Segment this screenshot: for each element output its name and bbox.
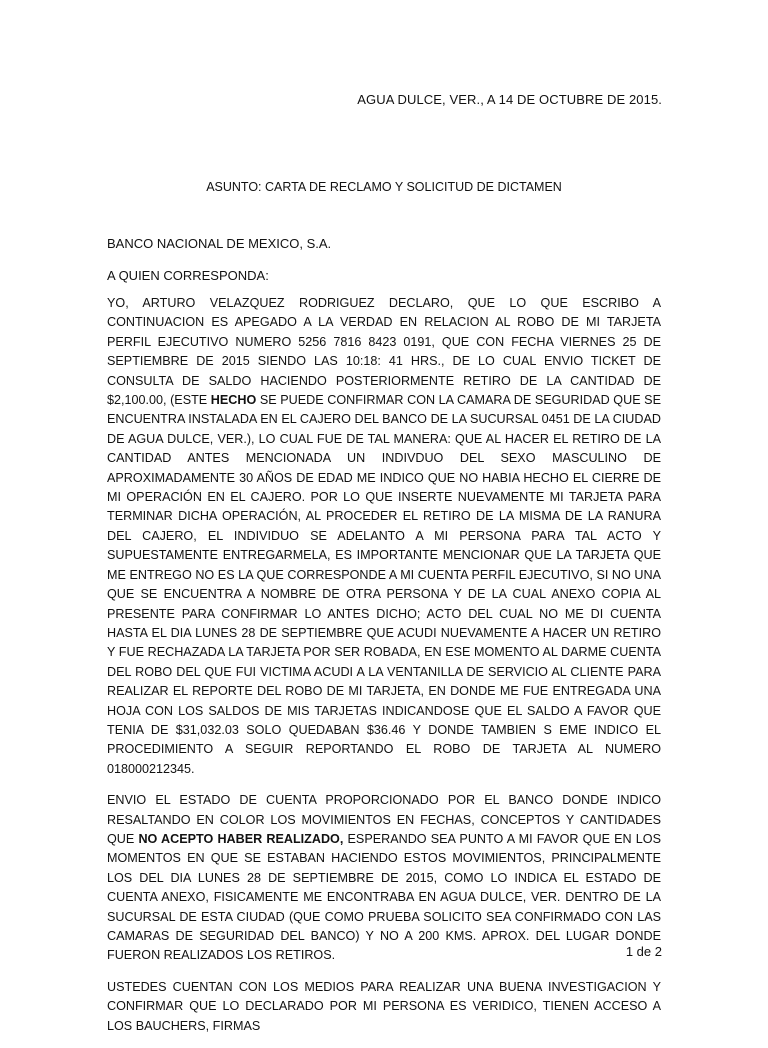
paragraph-1-text-b: SE PUEDE CONFIRMAR CON LA CAMARA DE SEGURIDAD QUE SE ENCUENTRA INSTALADA EN EL CAJERO DEL BANCO DE LA SUCURSAL 0451 DE LA CIUDAD DE AGUA DULCE, VER.), LO CUAL FUE DE TAL MANERA: QUE AL HACER EL RETIRO DE LA CANTIDAD ANTES MENCIONADA UN INDIVDUO DEL SEXO MASCULINO DE APROXIMADAMENTE 30 AÑOS DE EDAD ME INDICO QUE NO HABIA HECHO EL CIERRE DE MI OPERACIÓN EN EL CAJERO. POR LO QUE INSERTE NUEVAMENTE MI TARJETA PARA TERMINAR DICHA OPERACIÓN, AL PROCEDER EL RETIRO DE LA MISMA DE LA RANURA DEL CAJERO, EL INDIVIDUO SE ADELANTO A MI PERSONA PARA TAL ACTO Y SUPUESTAMENTE ENTREGARMELA, ES IMPORTANTE MENCIONAR QUE LA TARJETA QUE ME ENTREGO NO ES LA QUE CORRESPONDE A MI CUENTA PERFIL EJECUTIVO, SI NO UNA QUE SE ENCUENTRA A NOMBRE DE OTRA PERSONA Y DE LA CUAL ANEXO COPIA AL PRESENTE PARA CONFIRMAR LO ANTES DICHO; ACTO DEL CUAL NO ME DI CUENTA HASTA EL DIA LUNES 28 DE SEPTIEMBRE QUE ACUDI NUEVAMENTE A HACER UN RETIRO Y FUE RECHAZADA LA TARJETA POR SER ROBADA, EN ESE MOMENTO AL DARME CUENTA DEL ROBO DEL QUE FUI VICTIMA ACUDI A LA VENTANILLA DE SERVICIO AL CLIENTE PARA REALIZAR EL REPORTE DEL ROBO DE MI TARJETA, EN DONDE ME FUE ENTREGADA UNA HOJA CON LOS SALDOS DE MIS TARJETAS INDICANDOSE QUE EL SALDO A FAVOR QUE TENIA DE $31,032.03 SOLO QUEDABAN $36.46 Y DONDE TAMBIEN S EME INDICO EL PROCEDIMIENTO A SEGUIR REPORTANDO EL ROBO DE TARJETA AL NUMERO 018000212345. [107,393,661,776]
subject-line: ASUNTO: CARTA DE RECLAMO Y SOLICITUD DE DICTAMEN [206,180,562,194]
paragraph-2-text-b: ESPERANDO SEA PUNTO A MI FAVOR QUE EN LOS MOMENTOS EN QUE SE ESTABAN HACIENDO ESTOS MOVIMIENTOS, PRINCIPALMENTE LOS DEL DIA LUNES 28 DE SEPTIEMBRE DE 2015, COMO LO INDICA EL ESTADO DE CUENTA ANEXO, FISICAMENTE ME ENCONTRABA EN AGUA DULCE, VER. DENTRO DE LA SUCURSAL DE ESTA CIUDAD (QUE COMO PRUEBA SOLICITO SEA CONFIRMADO CON LAS CAMARAS DE SEGURIDAD DEL BANCO) Y NO A 200 KMS. APROX. DEL LUGAR DONDE FUERON REALIZADOS LOS RETIROS. [107,831,661,963]
page-number: 1 de 2 [625,944,662,959]
paragraph-2 [107,791,661,966]
letter-body [107,294,661,1048]
paragraph-3: USTEDES CUENTAN CON LOS MEDIOS PARA REALIZAR UNA BUENA INVESTIGACION Y CONFIRMAR QUE LO DECLARADO POR MI PERSONA ES VERIDICO, TIENEN ACCESO A LOS BAUCHERS, FIRMAS [107,979,661,1033]
paragraph-1-bold-hecho: HECHO [210,393,257,408]
salutation: A QUIEN CORRESPONDA: [107,268,269,283]
paragraph-2-text-a: ENVIO EL ESTADO DE CUENTA PROPORCIONADO POR EL BANCO DONDE INDICO RESALTANDO EN COLOR LOS MOVIMIENTOS EN FECHAS, CONCEPTOS Y CANTIDADES QUE [107,793,661,846]
date-line: AGUA DULCE, VER., A 14 DE OCTUBRE DE 2015. [357,92,662,107]
paragraph-2-bold-no-acepto: NO ACEPTO HABER REALIZADO, [138,831,344,846]
paragraph-1-text-a: YO, ARTURO VELAZQUEZ RODRIGUEZ DECLARO, QUE LO QUE ESCRIBO A CONTINUACION ES APEGADO A LA VERDAD EN RELACION AL ROBO DE MI TARJETA PERFIL EJECUTIVO NUMERO 5256 7816 8423 0191, QUE CON FECHA VIERNES 25 DE SEPTIEMBRE DE 2015 SIENDO LAS 10:18: 41 HRS., DE LO CUAL ENVIO TICKET DE CONSULTA DE SALDO HACIENDO POSTERIORMENTE RETIRO DE LA CANTIDAD DE $2,100.00, (ESTE [107,296,661,408]
paragraph-1 [107,294,661,779]
addressee: BANCO NACIONAL DE MEXICO, S.A. [107,236,332,251]
